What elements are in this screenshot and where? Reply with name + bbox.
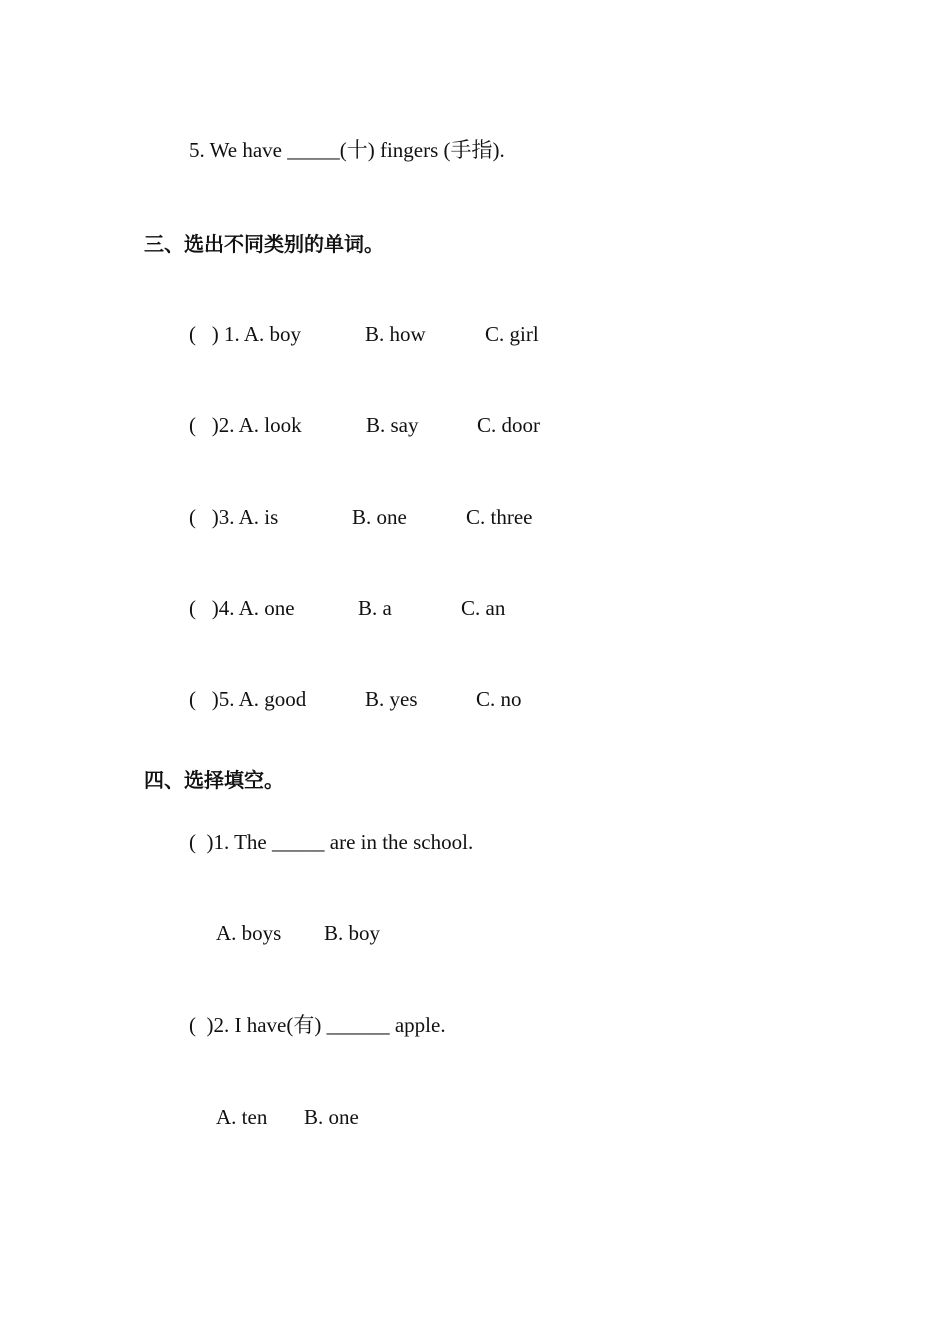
option-c: C. three bbox=[466, 505, 533, 529]
option-c: C. girl bbox=[485, 322, 539, 346]
option-b: B. how bbox=[365, 322, 426, 346]
option-b: B. one bbox=[304, 1105, 359, 1129]
option-c: C. an bbox=[461, 596, 506, 620]
question-text: ( )1. The _____ are in the school. bbox=[189, 830, 474, 854]
option-b: B. say bbox=[366, 413, 419, 437]
option-b: B. yes bbox=[365, 687, 418, 711]
section-4-heading: 四、选择填空。 bbox=[144, 768, 284, 792]
question-stem: ( )4. A. one bbox=[189, 596, 295, 620]
question-stem: ( )2. A. look bbox=[189, 413, 302, 437]
question-stem: ( )3. A. is bbox=[189, 505, 279, 529]
option-c: C. no bbox=[476, 687, 522, 711]
question-stem: ( ) 1. A. boy bbox=[189, 322, 301, 346]
option-b: B. one bbox=[352, 505, 407, 529]
fill-in-question-5: 5. We have _____(十) fingers (手指). bbox=[189, 138, 505, 162]
question-text: ( )2. I have(有) ______ apple. bbox=[189, 1013, 446, 1037]
option-a: A. boys bbox=[216, 921, 282, 945]
option-a: A. ten bbox=[216, 1105, 268, 1129]
option-b: B. a bbox=[358, 596, 392, 620]
option-b: B. boy bbox=[324, 921, 381, 945]
question-stem: ( )5. A. good bbox=[189, 687, 307, 711]
section-3-heading: 三、选出不同类别的单词。 bbox=[144, 232, 384, 256]
option-c: C. door bbox=[477, 413, 540, 437]
